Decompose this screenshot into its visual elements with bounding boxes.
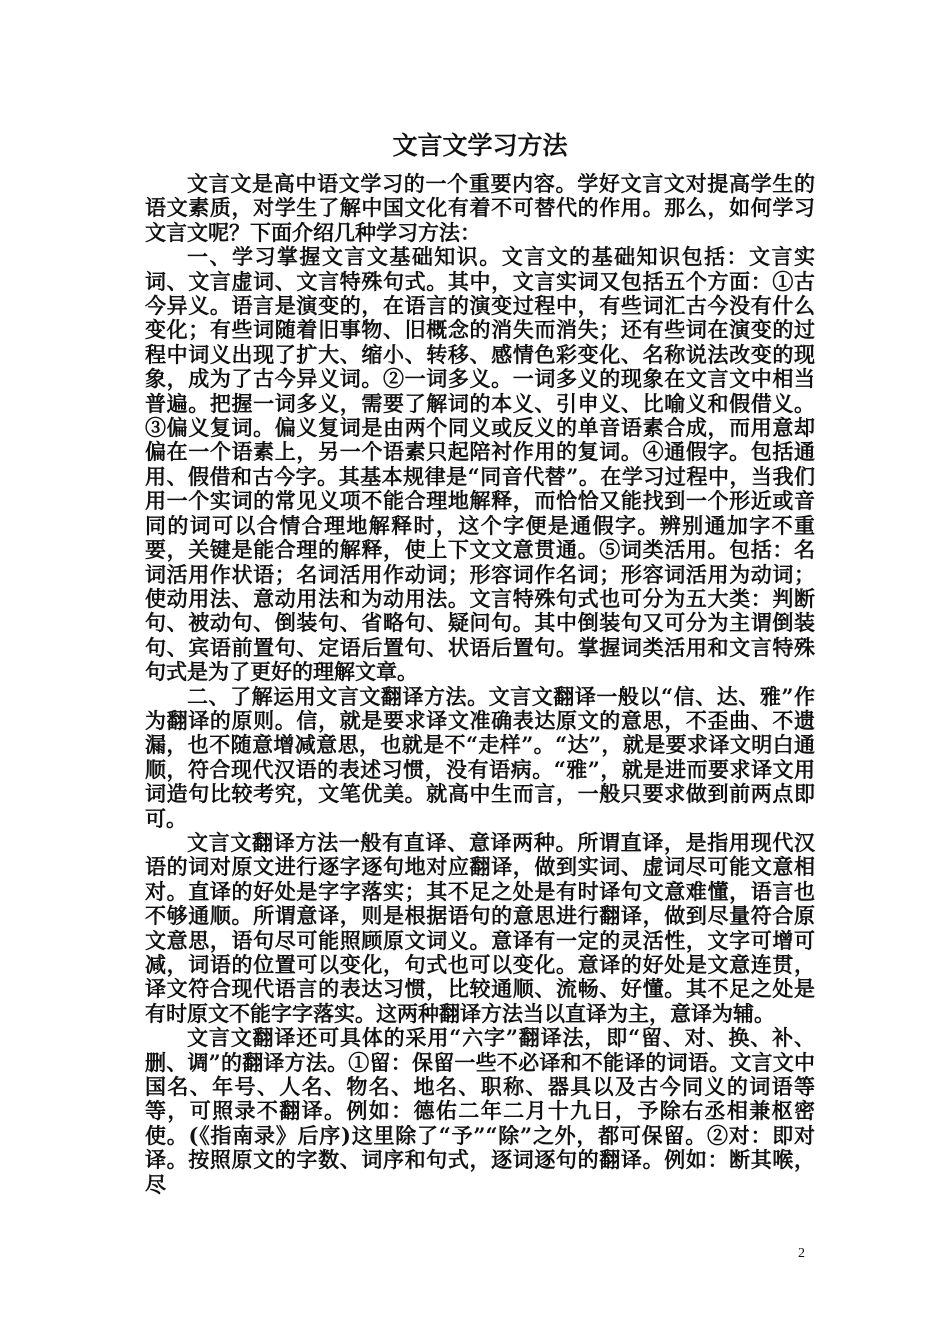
paragraph-intro: 文言文是高中语文学习的一个重要内容。学好文言文对提高学生的语文素质，对学生了解中国文化有着不可替代的作用。那么，如何学习文言文呢？下面介绍几种学习方法： <box>145 171 815 245</box>
paragraph-six-character-method: 文言文翻译还可具体的采用“六字”翻译法，即“留、对、换、补、删、调”的翻译方法。①留：保留一些不必译和不能译的词语。文言文中国名、年号、人名、物名、地名、职称、器具以及古今同义的词语等等，可照录不翻译。例如：德佑二年二月十九日，予除右丞相兼枢密使。(《指南录》后序)这里除了“予”“除”之外，都可保留。②对：即对译。按照原文的字数、词序和句式，逐词逐句的翻译。例如：断其喉，尽 <box>145 1025 815 1197</box>
paragraph-basic-knowledge: 一、学习掌握文言文基础知识。文言文的基础知识包括：文言实词、文言虚词、文言特殊句式。其中，文言实词又包括五个方面：①古今异义。语言是演变的，在语言的演变过程中，有些词汇古今没有什么变化；有些词随着旧事物、旧概念的消失而消失；还有些词在演变的过程中词义出现了扩大、缩小、转移、感情色彩变化、名称说法改变的现象，成为了古今异义词。②一词多义。一词多义的现象在文言文中相当普遍。把握一词多义，需要了解词的本义、引申义、比喻义和假借义。③偏义复词。偏义复词是由两个同义或反义的单音语素合成，而用意却偏在一个语素上，另一个语素只起陪衬作用的复词。④通假字。包括通用、假借和古今字。其基本规律是“同音代替”。在学习过程中，当我们用一个实词的常见义项不能合理地解释，而恰恰又能找到一个形近或音同的词可以合情合理地解释时，这个字便是通假字。辨别通加字不重要，关键是能合理的解释，使上下文文意贯通。⑤词类活用。包括：名词活用作状语；名词活用作动词；形容词作名词；形容词活用为动词；使动用法、意动用法和为动用法。文言特殊句式也可分为五大类：判断句、被动句、倒装句、省略句、疑问句。其中倒装句又可分为主谓倒装句、宾语前置句、定语后置句、状语后置句。掌握词类活用和文言特殊句式是为了更好的理解文章。 <box>145 244 815 685</box>
paragraph-translation-methods: 文言文翻译方法一般有直译、意译两种。所谓直译，是指用现代汉语的词对原文进行逐字逐句地对应翻译，做到实词、虚词尽可能文意相对。直译的好处是字字落实；其不足之处是有时译句文意难懂，语言也不够通顺。所谓意译，则是根据语句的意思进行翻译，做到尽量符合原文意思，语句尽可能照顾原文词义。意译有一定的灵活性，文字可增可减，词语的位置可以变化，句式也可以变化。意译的好处是文意连贯，译文符合现代语言的表达习惯，比较通顺、流畅、好懂。其不足之处是有时原文不能字字落实。这两种翻译方法当以直译为主，意译为辅。 <box>145 829 815 1026</box>
paragraph-translation-principles: 二、了解运用文言文翻译方法。文言文翻译一般以“信、达、雅”作为翻译的原则。信，就是要求译文准确表达原文的意思，不歪曲、不遗漏，也不随意增减意思，也就是不“走样”。“达”，就是要求译文明白通顺，符合现代汉语的表述习惯，没有语病。“雅”，就是进而要求译文用词造句比较考究，文笔优美。就高中生而言，一般只要求做到前两点即可。 <box>145 683 815 831</box>
document-title: 文言文学习方法 <box>392 131 568 160</box>
page-number: 2 <box>798 1246 805 1261</box>
document-body <box>145 172 815 1197</box>
